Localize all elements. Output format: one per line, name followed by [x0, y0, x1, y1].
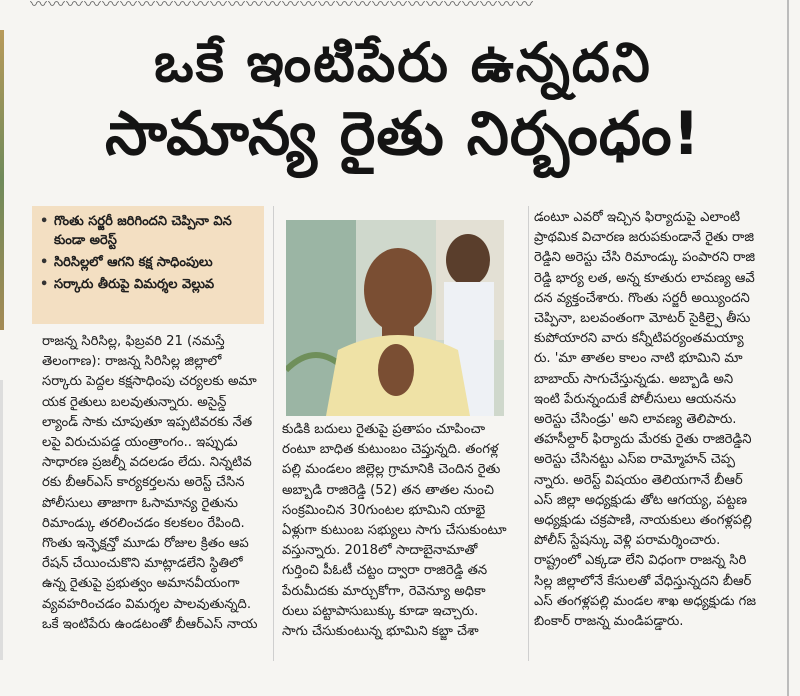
headline-line-2: సామాన్య రైతు నిర్బంధం! — [105, 99, 701, 169]
article-text-line: తెలంగాణ): రాజన్న సిరిసిల్ల జిల్లాలో — [42, 354, 222, 370]
article-text-line: బాబాయ్ సాగుచేస్తున్నడు. అబ్బాడి అని — [534, 371, 734, 387]
farmer-photo — [286, 220, 504, 416]
highlights-box — [32, 206, 264, 324]
article-text-line: రాజన్న సిరిసిల్ల, ఫిబ్రవరి 21 (నమస్తే — [42, 334, 225, 349]
column-divider — [273, 206, 274, 661]
article-text-line: పల్లి మండలం జిల్లెల్ల గ్రామానికి చెందిన రైతు — [282, 462, 501, 478]
bullet-icon: • — [40, 277, 49, 292]
article-text-line: బింకార్ రాజన్న మండిపడ్డారు. — [534, 614, 684, 630]
article-text-line: లపై విరుచుపడ్డ యంత్రాంగం.. ఇప్పుడు — [42, 435, 238, 451]
article-text-line: తహసీల్దార్ ఫిర్యాదు మేరకు రైతు రాజిరెడ్డిని — [534, 432, 752, 448]
article-text-line: ల్యాండ్ సాకు చూపుతూ ఇప్పటివరకు నేత — [42, 414, 253, 430]
article-text-line: పోలీసులు తాజాగా ఓసామాన్య రైతును — [42, 495, 238, 511]
article-text-line: గుర్తించి పీఓటీ చట్టం ద్వారా రాజిరెడ్డి తన — [282, 563, 488, 579]
article-text-line: పేరుమీదకు మార్చుకోగా, రెవెన్యూ అధికా — [282, 583, 486, 599]
article-text-line: అధ్యక్షుడు చక్రపాణి, నాయకులు తంగళ్లపల్లి — [534, 513, 752, 529]
article-text-line: రకు బీఆర్ఎస్ కార్యకర్తలను అరెస్ట్ చేసిన — [42, 475, 245, 491]
article-text-line: కుపోయారని వారు కన్నీటిపర్యంతమయ్యా — [534, 331, 744, 347]
column-divider — [528, 206, 529, 661]
article-text-line: సిల్ల జిల్లాలోనే కేసులతో వేధిస్తున్నదని బీఆర్ — [534, 573, 752, 589]
article-text-line: ఎస్ జిల్లా అధ్యక్షుడు తోట ఆగయ్య, పట్టణ — [534, 492, 747, 508]
article-column-a — [42, 332, 266, 635]
article-text-line: కుడికి బదులు రైతుపై ప్రతాపం చూపించా — [282, 422, 486, 437]
article-text-line: రంటూ బాధిత కుటుంబం చెప్తున్నది. తంగళ్ల — [282, 442, 499, 458]
article-text-line: ఇంటి పేరున్నందుకే పోలీసులు ఆయనను — [534, 391, 737, 407]
article-text-line: రేషన్ చేయించుకొని మాట్లాడలేని స్థితిలో — [42, 556, 243, 572]
article-text-line: రెడ్డిని అరెస్టు చేసి రిమాండ్కు పంపారని రాజి — [534, 250, 756, 266]
article-text-line: చెప్పినా, బలవంతంగా మోటర్ సైకిల్పై తీసు — [534, 311, 751, 327]
article-text-line: ఒకే ఇంటిపేరు ఉండటంతో బీఆర్ఎస్ నాయ — [42, 616, 258, 632]
article-text-line: గొంతు ఇన్ఫెక్షన్తో మూడు రోజుల క్రితం ఆప — [42, 536, 249, 552]
photo-illustration — [286, 220, 504, 416]
article-text-line: యక రైతులు బలవుతున్నారు. అసైన్డ్ — [42, 394, 227, 410]
article-column-c — [534, 208, 780, 632]
article-text-line: సాధారణ ప్రజల్నీ వదలడం లేదు. నిన్నటివ — [42, 455, 252, 471]
article-text-line: ఏళ్లుగా కుటుంబ సభ్యులు సాగు చేసుకుంటూ — [282, 523, 507, 539]
article-text-line: రాష్ట్రంలో ఎక్కడా లేని విధంగా రాజన్న సిరి — [534, 553, 747, 569]
article-text-line: సాగు చేసుకుంటున్న భూమిని కబ్జా చేశా — [282, 624, 479, 640]
article-text-line: అరెస్టు చేసిండ్రు' అని లావణ్య తెలిపారు. — [534, 412, 737, 428]
article-text-line: ఎస్ తంగళ్లపల్లి మండల శాఖ అధ్యక్షుడు గజ — [534, 593, 757, 609]
article-text-line: రిమాండ్కు తరలించడం కలకలం రేపింది. — [42, 515, 245, 531]
highlight-item: • సిరిసిల్లలో ఆగని కక్ష సాధింపులు — [40, 255, 213, 270]
highlight-item: • సర్కారు తీరుపై విమర్శల వెల్లువ — [40, 277, 215, 292]
bullet-icon: • — [40, 255, 49, 270]
article-headline — [18, 30, 788, 172]
article-text-line: న్నారు. అరెస్ట్ విషయం తెలియగానే బీఆర్ — [534, 472, 743, 488]
article-text-line: వ్యవహరించడం విమర్శల పాలవుతున్నది. — [42, 596, 252, 612]
bullet-icon: • — [40, 214, 49, 229]
article-text-line: పోలీస్ స్టేషన్కు వెళ్లి పరామర్శించారు. — [534, 533, 721, 549]
article-text-line: ప్రాథమిక విచారణ జరుపకుండానే రైతు రాజి — [534, 230, 755, 246]
article-text-line: వస్తున్నారు. 2018లో సాదాబైనామాతో — [282, 543, 478, 559]
article-text-line: దన వ్యక్తంచేశారు. గొంతు సర్జరీ అయ్యిందని — [534, 290, 750, 306]
article-text-line: రులు పట్టాపాసుబుక్కు కూడా ఇచ్చారు. — [282, 603, 479, 619]
article-column-b — [282, 420, 526, 642]
article-text-line: ఉన్న రైతుపై ప్రభుత్వం అమానవీయంగా — [42, 576, 240, 592]
adjacent-column-edge — [0, 380, 3, 660]
adjacent-photo-edge — [0, 30, 4, 330]
article-text-line: సర్కారు పెద్దల కక్షసాధింపు చర్యలకు అమా — [42, 374, 257, 390]
article-text-line: అరెస్టు చేసినట్టు ఎస్ఐ రామ్మోహన్ చెప్ప — [534, 452, 735, 468]
article-text-line: రు. 'మా తాతల కాలం నాటి భూమిని మా — [534, 351, 743, 367]
article-text-line: అబ్బాడి రాజిరెడ్డి (52) తన తాతల నుంచి — [282, 482, 494, 498]
previous-article-strip: 〰〰〰〰〰〰〰〰〰〰〰〰〰〰〰〰〰〰〰〰〰〰〰〰〰〰〰〰 — [30, 0, 534, 14]
highlight-item: • గొంతు సర్జరీ జరిగిందని చెప్పినా విన కుండా అరెస్ట్ — [40, 214, 232, 248]
headline-line-1: ఒకే ఇంటిపేరు ఉన్నదని — [154, 31, 652, 94]
article-text-line: రెడ్డి భార్య లత, అన్న కూతురు లావణ్య ఆవే — [534, 270, 755, 286]
article-text-line: డంటూ ఎవరో ఇచ్చిన ఫిర్యాదుపై ఎలాంటి — [534, 210, 741, 225]
article-text-line: సంక్రమించిన 30గుంటల భూమిని యాభై — [282, 502, 486, 518]
